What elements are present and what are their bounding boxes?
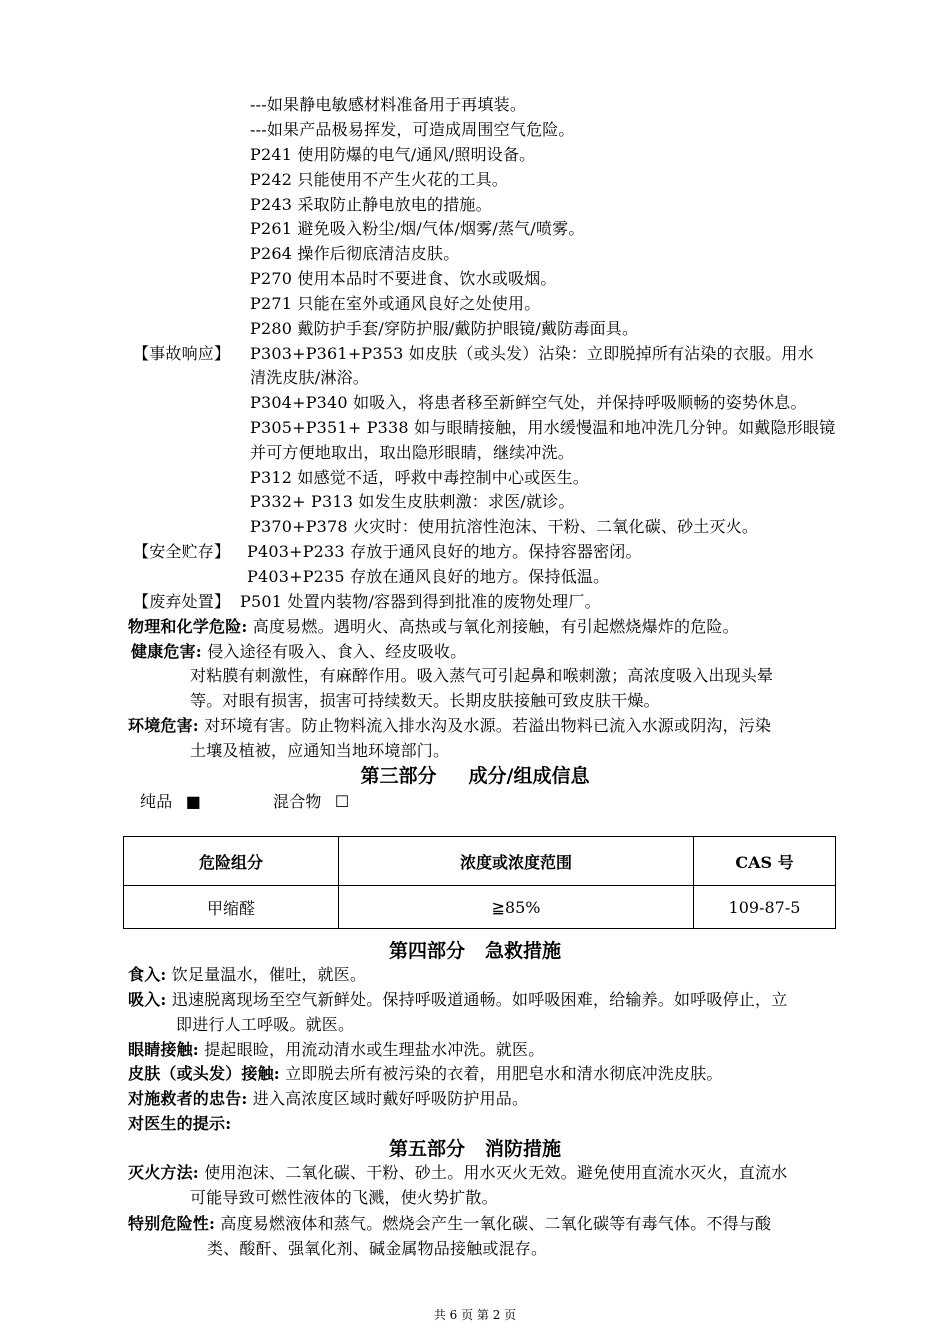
eye-contact-item bbox=[128, 1038, 544, 1062]
physical-hazard bbox=[128, 615, 739, 639]
health-hazard-text: 对粘膜有刺激性，有麻醉作用。吸入蒸气可引起鼻和喉刺激；高浓度吸入出现头晕 bbox=[190, 666, 774, 685]
storage-line: P403+P235 存放在通风良好的地方。保持低温。 bbox=[247, 567, 610, 586]
physical-hazard-text: 高度易燃。遇明火、高热或与氧化剂接触，有引起燃烧爆炸的危险。 bbox=[247, 617, 739, 636]
pure-label: 纯品 bbox=[140, 792, 173, 811]
precaution-line: P271 只能在室外或通风良好之处使用。 bbox=[250, 294, 541, 313]
mixture-option bbox=[273, 790, 349, 814]
environment-hazard-text: 对环境有害。防止物料流入排水沟及水源。若溢出物料已流入水源或阴沟，污染 bbox=[198, 716, 772, 735]
response-line: P312 如感觉不适，呼救中毒控制中心或医生。 bbox=[250, 468, 589, 487]
environment-hazard-text: 土壤及植被，应通知当地环境部门。 bbox=[190, 741, 450, 760]
table-header-cell: 危险组分 bbox=[124, 837, 339, 886]
response-line: P332+ P313 如发生皮肤刺激：求医/就诊。 bbox=[250, 492, 575, 511]
table-cell: 甲缩醛 bbox=[124, 886, 339, 929]
pure-option bbox=[140, 790, 201, 814]
inhalation-text: 即进行人工呼吸。就医。 bbox=[176, 1015, 355, 1034]
extinguishing-label: 灭火方法: bbox=[128, 1163, 199, 1182]
skin-contact-label: 皮肤（或头发）接触: bbox=[128, 1064, 280, 1083]
table-cell: ≧85% bbox=[339, 886, 694, 929]
extinguishing-item bbox=[128, 1161, 787, 1185]
table-row bbox=[124, 886, 836, 929]
health-hazard-label: 健康危害: bbox=[131, 642, 202, 661]
table-cell: 109-87-5 bbox=[694, 886, 836, 929]
health-hazard-text: 侵入途径有吸入、食入、经皮吸收。 bbox=[201, 642, 467, 661]
skin-contact-item bbox=[128, 1062, 723, 1086]
special-hazard-text: 高度易燃液体和蒸气。燃烧会产生一氧化碳、二氧化碳等有毒气体。不得与酸 bbox=[215, 1214, 772, 1233]
inhalation-item bbox=[128, 988, 787, 1012]
physical-hazard-label: 物理和化学危险: bbox=[128, 617, 248, 636]
storage-line: P403+P233 存放于通风良好的地方。保持容器密闭。 bbox=[247, 542, 642, 561]
response-line: P305+P351+ P338 如与眼睛接触，用水缓慢温和地冲洗几分钟。如戴隐形眼镜 bbox=[250, 418, 836, 437]
precaution-line: ---如果产品极易挥发，可造成周围空气危险。 bbox=[250, 120, 575, 139]
precaution-line: P241 使用防爆的电气/通风/照明设备。 bbox=[250, 145, 536, 164]
section3-title: 第三部分 成分/组成信息 bbox=[360, 765, 590, 787]
response-line: P303+P361+P353 如皮肤（或头发）沾染：立即脱掉所有沾染的衣服。用水 bbox=[250, 344, 814, 363]
special-hazard-label: 特别危险性: bbox=[128, 1214, 216, 1233]
eye-contact-text: 提起眼睑，用流动清水或生理盐水冲洗。就医。 bbox=[198, 1040, 545, 1059]
rescuer-advice-label: 对施救者的忠告: bbox=[128, 1089, 248, 1108]
extinguishing-text: 使用泡沫、二氧化碳、干粉、砂土。用水灭火无效。避免使用直流水灭火，直流水 bbox=[198, 1163, 788, 1182]
precaution-line: P261 避免吸入粉尘/烟/气体/烟雾/蒸气/喷雾。 bbox=[250, 219, 585, 238]
environment-hazard bbox=[128, 714, 771, 738]
response-line: P304+P340 如吸入，将患者移至新鲜空气处，并保持呼吸顺畅的姿势休息。 bbox=[250, 393, 807, 412]
disposal-label: 【废弃处置】 bbox=[133, 592, 231, 611]
rescuer-advice-text: 进入高浓度区域时戴好呼吸防护用品。 bbox=[247, 1089, 529, 1108]
ingestion-text: 饮足量温水，催吐，就医。 bbox=[166, 965, 367, 984]
response-line: P370+P378 火灾时：使用抗溶性泡沫、干粉、二氧化碳、砂土灭火。 bbox=[250, 517, 759, 536]
section4-title: 第四部分 急救措施 bbox=[388, 940, 562, 962]
composition-table bbox=[123, 836, 836, 929]
inhalation-label: 吸入: bbox=[128, 990, 167, 1009]
special-hazard-item bbox=[128, 1212, 771, 1236]
extinguishing-text: 可能导致可燃性液体的飞溅，使火势扩散。 bbox=[190, 1188, 498, 1207]
disposal-line: P501 处置内装物/容器到得到批准的废物处理厂。 bbox=[240, 592, 601, 611]
page-footer: 共 6 页 第 2 页 bbox=[433, 1308, 517, 1322]
mixture-label: 混合物 bbox=[273, 792, 322, 811]
table-header-row bbox=[124, 837, 836, 886]
response-label: 【事故响应】 bbox=[133, 344, 231, 363]
skin-contact-text: 立即脱去所有被污染的衣着，用肥皂水和清水彻底冲洗皮肤。 bbox=[279, 1064, 723, 1083]
table-header-cell: CAS 号 bbox=[694, 837, 836, 886]
section5-title: 第五部分 消防措施 bbox=[388, 1138, 562, 1160]
table-header-cell: 浓度或浓度范围 bbox=[339, 837, 694, 886]
special-hazard-text: 类、酸酐、强氧化剂、碱金属物品接触或混存。 bbox=[207, 1239, 548, 1258]
mixture-checkbox-empty-icon: ☐ bbox=[334, 792, 350, 811]
health-hazard bbox=[131, 640, 466, 664]
ingestion-item bbox=[128, 963, 366, 987]
precaution-line: P242 只能使用不产生火花的工具。 bbox=[250, 170, 508, 189]
precaution-line: P264 操作后彻底清洁皮肤。 bbox=[250, 244, 460, 263]
precaution-line: P270 使用本品时不要进食、饮水或吸烟。 bbox=[250, 269, 557, 288]
response-line: 并可方便地取出，取出隐形眼睛，继续冲洗。 bbox=[250, 443, 575, 462]
inhalation-text: 迅速脱离现场至空气新鲜处。保持呼吸道通畅。如呼吸困难，给输养。如呼吸停止，立 bbox=[166, 990, 788, 1009]
response-line: 清洗皮肤/淋浴。 bbox=[250, 368, 369, 387]
pure-checkbox-checked-icon: ■ bbox=[185, 792, 202, 811]
ingestion-label: 食入: bbox=[128, 965, 167, 984]
doctor-notes-label: 对医生的提示: bbox=[128, 1114, 232, 1133]
eye-contact-label: 眼睛接触: bbox=[128, 1040, 199, 1059]
precaution-line: ---如果静电敏感材料准备用于再填装。 bbox=[250, 95, 527, 114]
rescuer-advice-item bbox=[128, 1087, 528, 1111]
storage-label: 【安全贮存】 bbox=[133, 542, 231, 561]
precaution-line: P280 戴防护手套/穿防护服/戴防护眼镜/戴防毒面具。 bbox=[250, 319, 639, 338]
health-hazard-text: 等。对眼有损害，损害可持续数天。长期皮肤接触可致皮肤干燥。 bbox=[190, 691, 660, 710]
precaution-line: P243 采取防止静电放电的措施。 bbox=[250, 195, 492, 214]
environment-hazard-label: 环境危害: bbox=[128, 716, 199, 735]
